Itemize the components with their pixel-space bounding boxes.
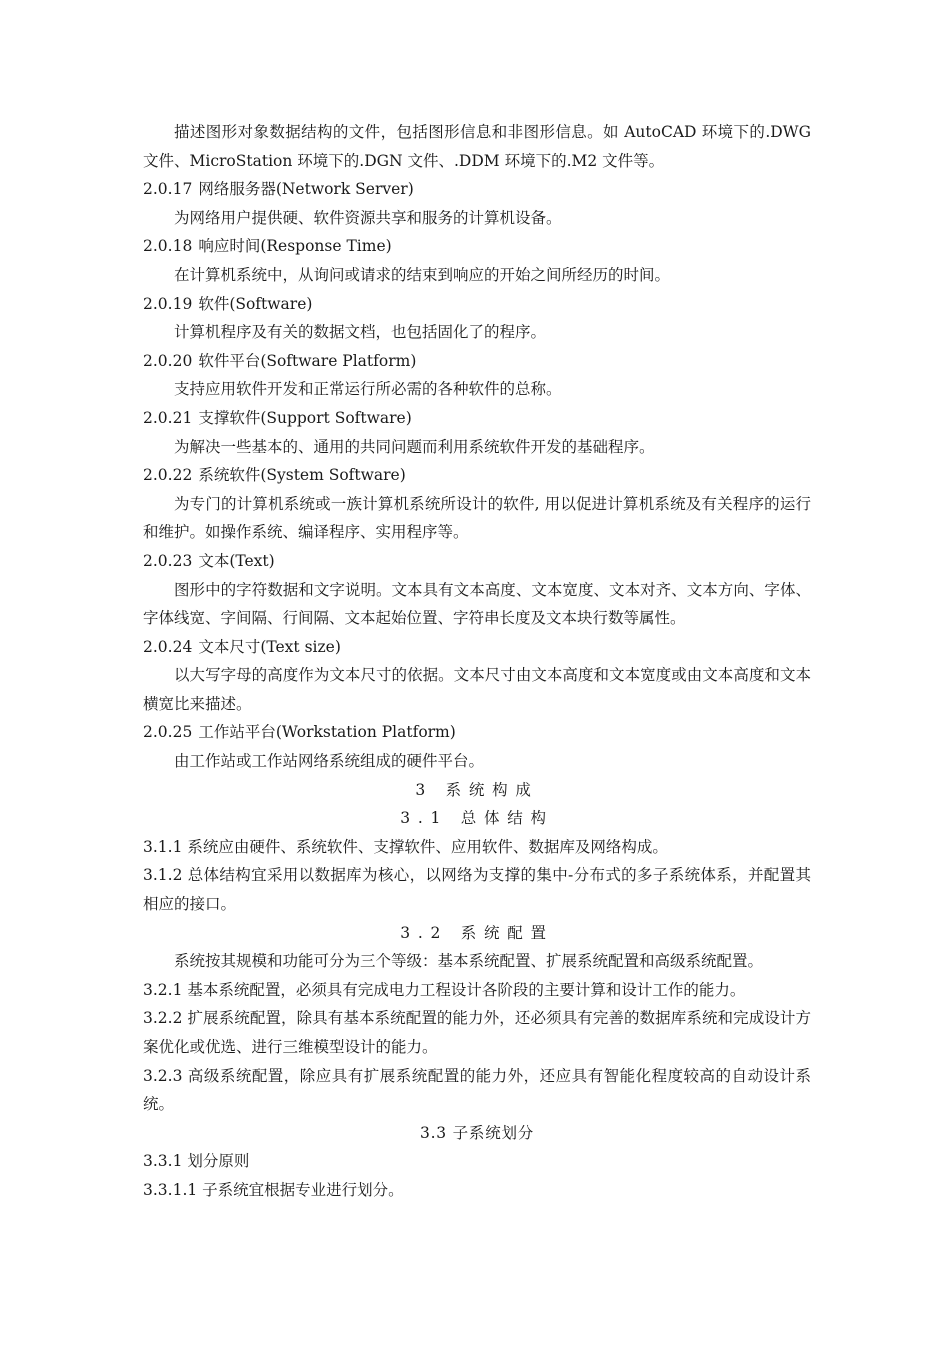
term-number: 2.0.17 xyxy=(143,180,193,199)
term-heading xyxy=(143,232,811,261)
term-number: 2.0.24 xyxy=(143,637,193,656)
term-heading xyxy=(143,718,811,747)
term-heading xyxy=(143,547,811,576)
term-title: 文本(Text) xyxy=(198,551,275,570)
term-title: 软件平台(Software Platform) xyxy=(198,351,417,370)
section-heading: 3.3 子系统划分 xyxy=(419,1123,535,1142)
clause: 3.2.2 扩展系统配置，除具有基本系统配置的能力外，还必须具有完善的数据库系统和完成设计方案优化或优选、进行三维模型设计的能力。 xyxy=(143,1009,811,1056)
paragraph: 以大写字母的高度作为文本尺寸的依据。文本尺寸由文本高度和文本宽度或由文本高度和文本横宽比来描述。 xyxy=(143,666,811,713)
term-heading xyxy=(143,633,811,662)
clause: 3.1.2 总体结构宜采用以数据库为核心，以网络为支撑的集中-分布式的多子系统体系，并配置其相应的接口。 xyxy=(143,866,811,914)
term-number: 2.0.19 xyxy=(143,294,193,313)
term-heading xyxy=(143,404,811,433)
paragraph: 在计算机系统中，从询问或请求的结束到响应的开始之间所经历的时间。 xyxy=(174,265,671,284)
section-heading: 3.1 总体结构 xyxy=(400,809,554,828)
term-title: 网络服务器(Network Server) xyxy=(198,180,414,199)
clause: 3.2.1 基本系统配置，必须具有完成电力工程设计各阶段的主要计算和设计工作的能力。 xyxy=(143,980,746,999)
paragraph: 为网络用户提供硬、软件资源共享和服务的计算机设备。 xyxy=(174,208,562,227)
clause: 3.1.1 系统应由硬件、系统软件、支撑软件、应用软件、数据库及网络构成。 xyxy=(143,837,668,856)
term-heading xyxy=(143,347,811,376)
term-number: 2.0.18 xyxy=(143,237,193,256)
chapter-heading: 3 系统构成 xyxy=(415,780,539,799)
term-heading xyxy=(143,175,811,204)
paragraph: 描述图形对象数据结构的文件，包括图形信息和非图形信息。如 AutoCAD 环境下的.DWG 文件、MicroStation 环境下的.DGN 文件、.DDM 环境下的.M2 文件等。 xyxy=(143,123,811,170)
paragraph: 图形中的字符数据和文字说明。文本具有文本高度、文本宽度、文本对齐、文本方向、字体、字体线宽、字间隔、行间隔、文本起始位置、字符串长度及文本块行数等属性。 xyxy=(143,580,811,628)
document-body xyxy=(143,118,811,1205)
paragraph: 计算机程序及有关的数据文档，也包括固化了的程序。 xyxy=(174,323,547,342)
term-number: 2.0.23 xyxy=(143,551,193,570)
paragraph: 为解决一些基本的、通用的共同问题而利用系统软件开发的基础程序。 xyxy=(174,437,655,456)
term-heading xyxy=(143,461,811,490)
term-title: 支撑软件(Support Software) xyxy=(198,408,412,427)
term-title: 响应时间(Response Time) xyxy=(198,237,392,256)
term-title: 工作站平台(Workstation Platform) xyxy=(198,723,456,742)
term-title: 系统软件(System Software) xyxy=(198,466,406,485)
term-title: 软件(Software) xyxy=(198,294,313,313)
clause: 3.2.3 高级系统配置，除应具有扩展系统配置的能力外，还应具有智能化程度较高的自动设计系统。 xyxy=(143,1066,811,1114)
clause: 3.3.1 划分原则 xyxy=(143,1152,250,1171)
paragraph: 支持应用软件开发和正常运行所必需的各种软件的总称。 xyxy=(174,380,562,399)
term-heading xyxy=(143,290,811,319)
term-number: 2.0.22 xyxy=(143,466,193,485)
clause: 3.3.1.1 子系统宜根据专业进行划分。 xyxy=(143,1180,404,1199)
paragraph: 为专门的计算机系统或一族计算机系统所设计的软件, 用以促进计算机系统及有关程序的运行和维护。如操作系统、编译程序、实用程序等。 xyxy=(143,494,811,542)
paragraph: 系统按其规模和功能可分为三个等级：基本系统配置、扩展系统配置和高级系统配置。 xyxy=(174,952,764,971)
section-heading: 3.2 系统配置 xyxy=(400,923,554,942)
term-number: 2.0.25 xyxy=(143,723,193,742)
term-title: 文本尺寸(Text size) xyxy=(198,637,341,656)
term-number: 2.0.20 xyxy=(143,351,193,370)
paragraph: 由工作站或工作站网络系统组成的硬件平台。 xyxy=(174,752,485,771)
term-number: 2.0.21 xyxy=(143,408,193,427)
